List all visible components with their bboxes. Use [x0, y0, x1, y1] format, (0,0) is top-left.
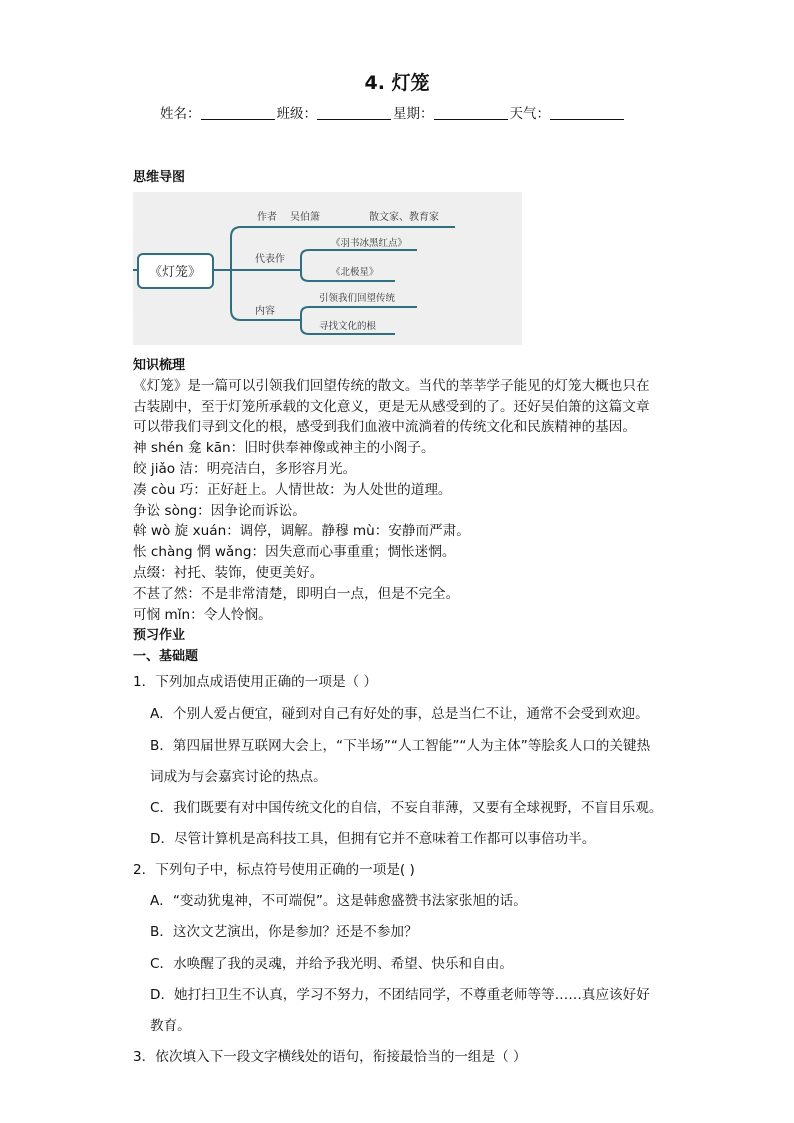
knowledge-line: 《灯笼》是一篇可以引领我们回望传统的散文。当代的莘莘学子能见的灯笼大概也只在 [133, 378, 650, 394]
content-2: 寻找文化的根 [319, 321, 377, 332]
question-2-option-c: C．水唤醒了我的灵魂，并给予我光明、希望、快乐和自由。 [150, 956, 513, 972]
knowledge-heading: 知识梳理 [133, 358, 186, 373]
mindmap-svg [133, 192, 522, 345]
name-label: 姓名： [160, 106, 201, 122]
question-1-option-b: B．第四届世界互联网大会上，“下半场”“人工智能”“人为主体”等脍炙人口的关键热 [150, 738, 651, 754]
vocab-line: 怅 chàng 惘 wǎng：因失意而心事重重；惆怅迷惘。 [133, 544, 456, 560]
class-blank [317, 106, 391, 120]
author-desc: 散文家、教育家 [369, 212, 439, 223]
content-1: 引领我们回望传统 [319, 293, 396, 304]
vocab-line: 点缀：衬托、装饰，使更美好。 [133, 565, 324, 581]
author-name: 吴伯箫 [290, 212, 320, 223]
question-2-stem: 2．下列句子中，标点符号使用正确的一项是( ) [133, 862, 415, 878]
vocab-line: 斡 wò 旋 xuán：调停，调解。静穆 mù：安静而严肃。 [133, 523, 470, 539]
weather-label: 天气： [509, 106, 550, 122]
page-title: 4. 灯笼 [364, 72, 430, 94]
class-label: 班级： [276, 106, 317, 122]
question-2-option-a: A．“变动犹鬼神，不可端倪”。这是韩愈盛赞书法家张旭的话。 [150, 893, 527, 909]
vocab-line: 争讼 sòng：因争论而诉讼。 [133, 503, 306, 519]
author-label: 作者 [257, 212, 277, 223]
knowledge-line: 可以带我们寻到文化的根，感受到我们血液中流淌着的传统文化和民族精神的基因。 [133, 419, 636, 435]
vocab-line: 皎 jiǎo 洁：明亮洁白，多形容月光。 [133, 461, 357, 477]
mindmap-heading: 思维导图 [133, 170, 186, 185]
question-1-option-c: C．我们既要有对中国传统文化的自信，不妄自菲薄，又要有全球视野，不盲目乐观。 [150, 800, 663, 816]
question-1-option-b-cont: 词成为与会嘉宾讨论的热点。 [150, 769, 327, 785]
work-2: 《北极星》 [331, 267, 379, 278]
vocab-line: 不甚了然：不是非常清楚，即明白一点，但是不完全。 [133, 586, 460, 602]
name-blank [201, 106, 275, 120]
week-blank [434, 106, 508, 120]
question-2-option-d: D．她打扫卫生不认真，学习不努力，不团结同学，不尊重老师等等……真应该好好 [150, 987, 650, 1003]
week-label: 星期： [393, 106, 434, 122]
work-1: 《羽书冰黑红点》 [331, 238, 408, 249]
knowledge-line: 古装剧中，至于灯笼所承载的文化意义，更是无从感受到的了。还好吴伯箫的这篇文章 [133, 399, 650, 415]
question-2-option-d-cont: 教育。 [150, 1018, 191, 1034]
question-2-option-b: B．这次文艺演出，你是参加？还是不参加？ [150, 924, 418, 940]
homework-heading: 预习作业 [133, 628, 186, 643]
question-3-stem: 3．依次填入下一段文字横线处的语句，衔接最恰当的一组是（ ） [133, 1049, 527, 1065]
mindmap-diagram [133, 192, 522, 345]
works-label: 代表作 [255, 254, 285, 265]
question-1-option-a: A．个别人爱占便宜，碰到对自己有好处的事，总是当仁不让，通常不会受到欢迎。 [150, 706, 649, 722]
content-label: 内容 [255, 306, 275, 317]
student-info-line [160, 102, 626, 122]
basic-section-heading: 一、基础题 [133, 649, 199, 664]
vocab-line: 可悯 mǐn：令人怜悯。 [133, 607, 272, 623]
question-1-stem: 1．下列加点成语使用正确的一项是（ ） [133, 674, 378, 690]
weather-blank [550, 106, 624, 120]
content-upper [301, 307, 417, 320]
vocab-line: 凑 còu 巧：正好赶上。人情世故：为人处世的道理。 [133, 482, 452, 498]
vocab-line: 神 shén 龛 kān：旧时供奉神像或神主的小阁子。 [133, 440, 435, 456]
question-1-option-d: D．尽管计算机是高科技工具，但拥有它并不意味着工作都可以事倍功半。 [150, 831, 596, 847]
root-label: 《灯笼》 [148, 265, 202, 280]
